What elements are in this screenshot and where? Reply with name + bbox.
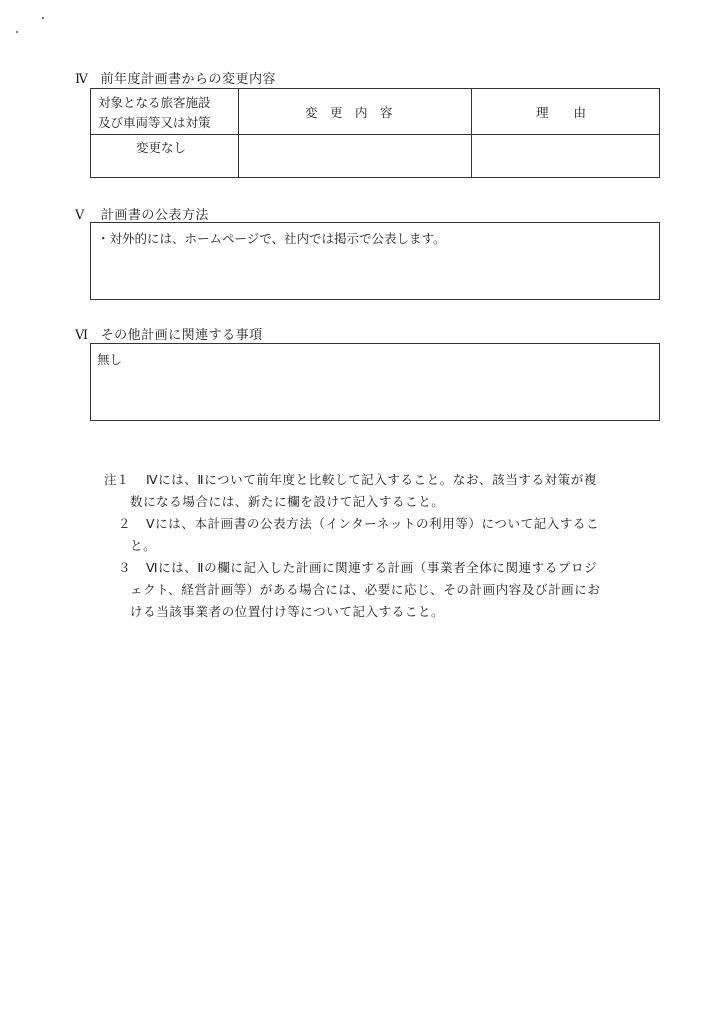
header-target-line1: 対象となる旅客施設 bbox=[98, 95, 211, 110]
note-1-line-1: Ⅳには、Ⅱについて前年度と比較して記入すること。なお、該当する対策が複 bbox=[146, 472, 597, 487]
scan-speck bbox=[42, 17, 44, 19]
table-divider bbox=[238, 89, 239, 177]
change-table bbox=[90, 88, 660, 178]
related-matters-text: 無し bbox=[97, 352, 123, 367]
table-divider bbox=[471, 89, 472, 177]
scan-speck bbox=[16, 31, 18, 33]
publication-method-box bbox=[90, 222, 660, 300]
publication-method-text: ・対外的には、ホームページで、社内では掲示で公表します。 bbox=[97, 231, 446, 246]
note-2-number: ２ bbox=[118, 516, 131, 531]
related-matters-box bbox=[90, 343, 660, 421]
note-3-line-2: ェクト、経営計画等）がある場合には、必要に応じ、その計画内容及び計画にお bbox=[130, 582, 601, 597]
section-6-heading bbox=[75, 324, 263, 343]
header-reason: 理 由 bbox=[536, 105, 587, 120]
note-1-prefix: 注１ bbox=[104, 472, 130, 487]
section-6-numeral: Ⅵ bbox=[75, 328, 89, 343]
section-5-heading bbox=[75, 204, 209, 223]
header-target-line2: 及び車両等又は対策 bbox=[98, 115, 211, 130]
section-6-title: その他計画に関連する事項 bbox=[100, 328, 263, 343]
note-2-line-2: と。 bbox=[130, 538, 157, 553]
note-3-number: ３ bbox=[118, 560, 131, 575]
section-5-title: 計画書の公表方法 bbox=[100, 208, 209, 223]
note-2-line-1: Ⅴには、本計画書の公表方法（インターネットの利用等）について記入するこ bbox=[146, 516, 600, 531]
header-change-content: 変 更 内 容 bbox=[305, 105, 393, 120]
section-4-title: 前年度計画書からの変更内容 bbox=[100, 72, 277, 87]
row1-target: 変更なし bbox=[136, 140, 187, 155]
table-divider bbox=[91, 134, 659, 135]
note-3-line-3: ける当該事業者の位置付け等について記入すること。 bbox=[130, 604, 445, 619]
note-1-line-2: 数になる場合には、新たに欄を設けて記入すること。 bbox=[130, 494, 445, 509]
section-4-numeral: Ⅳ bbox=[75, 72, 89, 87]
section-4-heading bbox=[75, 68, 276, 87]
note-3-line-1: Ⅵには、Ⅱの欄に記入した計画に関連する計画（事業者全体に関連するプロジ bbox=[146, 560, 598, 575]
section-5-numeral: Ⅴ bbox=[75, 208, 85, 223]
